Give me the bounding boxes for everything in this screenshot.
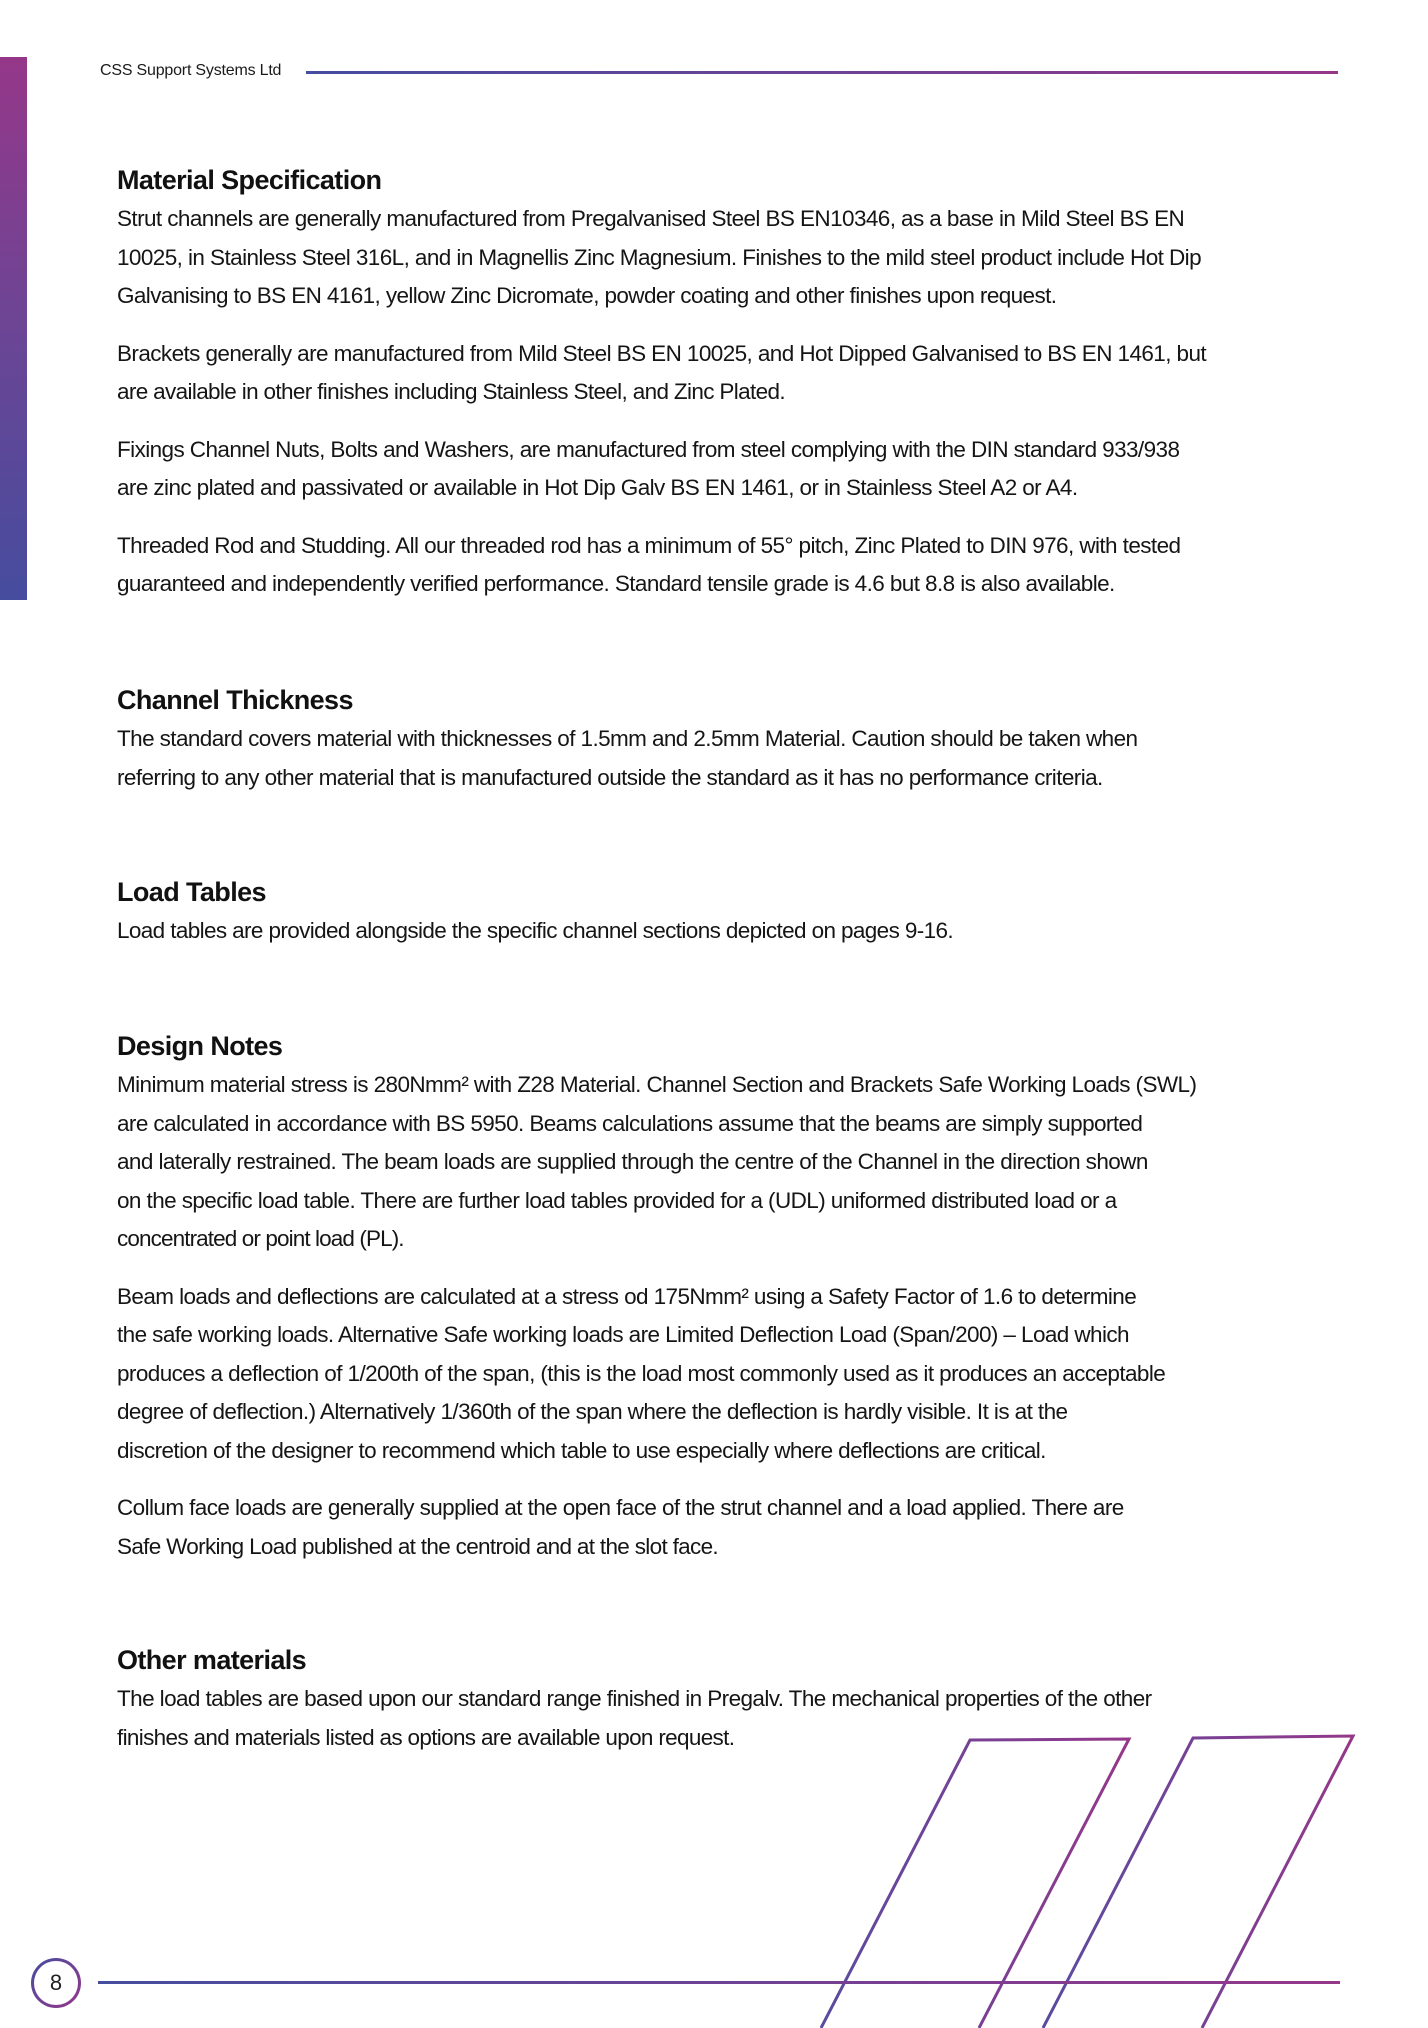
- text-line: discretion of the designer to recommend which table to use especially where deflections are critical.: [117, 1437, 1046, 1463]
- page-number: 8: [34, 1961, 78, 2005]
- text-line: the safe working loads. Alternative Safe working loads are Limited Deflection Load (Span/200) – Load which: [117, 1322, 1129, 1347]
- text-line: Brackets generally are manufactured from Mild Steel BS EN 10025, and Hot Dipped Galvanised to BS EN 1461, but: [117, 340, 1207, 366]
- paragraph: [117, 335, 1347, 412]
- text-line: 10025, in Stainless Steel 316L, and in Magnellis Zinc Magnesium. Finishes to the mild steel product include Hot Dip: [117, 244, 1202, 270]
- text-line: Load tables are provided alongside the specific channel sections depicted on pages 9-16.: [117, 918, 954, 943]
- text-line: The load tables are based upon our standard range finished in Pregalv. The mechanical properties of the other: [117, 1686, 1152, 1711]
- text-line: Collum face loads are generally supplied at the open face of the strut channel and a load applied. There are: [117, 1495, 1124, 1520]
- company-name: CSS Support Systems Ltd: [100, 62, 282, 79]
- side-accent-bar: [0, 57, 27, 600]
- paragraph: [117, 720, 1347, 797]
- section-material-specification: [117, 160, 1347, 604]
- text-line: Strut channels are generally manufactured from Pregalvanised Steel BS EN10346, as a base in Mild Steel BS EN: [117, 206, 1185, 231]
- parallelogram-shape-1: [821, 1739, 1129, 2028]
- text-line: finishes and materials listed as options are available upon request.: [117, 1724, 735, 1750]
- paragraph: [117, 912, 1347, 951]
- text-line: Fixings Channel Nuts, Bolts and Washers, are manufactured from steel complying with the DIN standard 933/938: [117, 436, 1180, 462]
- paragraph: [117, 431, 1347, 508]
- section-heading: Material Specification: [117, 165, 382, 195]
- paragraph: [117, 1278, 1347, 1471]
- section-heading: Channel Thickness: [117, 685, 353, 715]
- text-line: degree of deflection.) Alternatively 1/360th of the span where the deflection is hardly visible. It is at the: [117, 1399, 1068, 1424]
- section-design-notes: [117, 1026, 1347, 1566]
- text-line: are zinc plated and passivated or available in Hot Dip Galv BS EN 1461, or in Stainless Steel A2 or A4.: [117, 475, 1078, 500]
- header-rule: [306, 71, 1338, 74]
- text-line: referring to any other material that is manufactured outside the standard as it has no performance criteria.: [117, 764, 1103, 790]
- page-number-badge: [31, 1958, 81, 2008]
- paragraph: [117, 1680, 1347, 1757]
- text-line: are available in other finishes including Stainless Steel, and Zinc Plated.: [117, 379, 785, 404]
- footer-rule: [98, 1981, 1340, 1984]
- section-heading: Design Notes: [117, 1031, 283, 1061]
- text-line: Minimum material stress is 280Nmm² with Z28 Material. Channel Section and Brackets Safe Working Loads (SWL): [117, 1072, 1197, 1097]
- paragraph: [117, 527, 1347, 604]
- text-line: Safe Working Load published at the centroid and at the slot face.: [117, 1533, 718, 1559]
- text-line: Galvanising to BS EN 4161, yellow Zinc Dicromate, powder coating and other finishes upon request.: [117, 283, 1057, 308]
- paragraph: [117, 1489, 1347, 1566]
- text-line: Beam loads and deflections are calculated at a stress od 175Nmm² using a Safety Factor of 1.6 to determine: [117, 1283, 1137, 1309]
- text-line: are calculated in accordance with BS 5950. Beams calculations assume that the beams are simply supported: [117, 1110, 1143, 1136]
- section-other-materials: [117, 1640, 1347, 1757]
- section-channel-thickness: [117, 680, 1347, 797]
- text-line: on the specific load table. There are further load tables provided for a (UDL) uniformed distributed load or a: [117, 1187, 1117, 1213]
- text-line: Threaded Rod and Studding. All our threaded rod has a minimum of 55° pitch, Zinc Plated to DIN 976, with tested: [117, 532, 1181, 558]
- paragraph: [117, 200, 1347, 316]
- text-line: The standard covers material with thicknesses of 1.5mm and 2.5mm Material. Caution should be taken when: [117, 726, 1138, 751]
- text-line: concentrated or point load (PL).: [117, 1226, 404, 1251]
- text-line: guaranteed and independently verified performance. Standard tensile grade is 4.6 but 8.8 is also available.: [117, 571, 1115, 596]
- parallelogram-shape-2: [1043, 1736, 1353, 2028]
- paragraph: [117, 1066, 1347, 1259]
- section-load-tables: [117, 872, 1347, 951]
- text-line: and laterally restrained. The beam loads are supplied through the centre of the Channel in the direction shown: [117, 1149, 1148, 1174]
- text-line: produces a deflection of 1/200th of the span, (this is the load most commonly used as it produces an acceptable: [117, 1360, 1166, 1386]
- section-heading: Load Tables: [117, 877, 266, 907]
- section-heading: Other materials: [117, 1645, 307, 1675]
